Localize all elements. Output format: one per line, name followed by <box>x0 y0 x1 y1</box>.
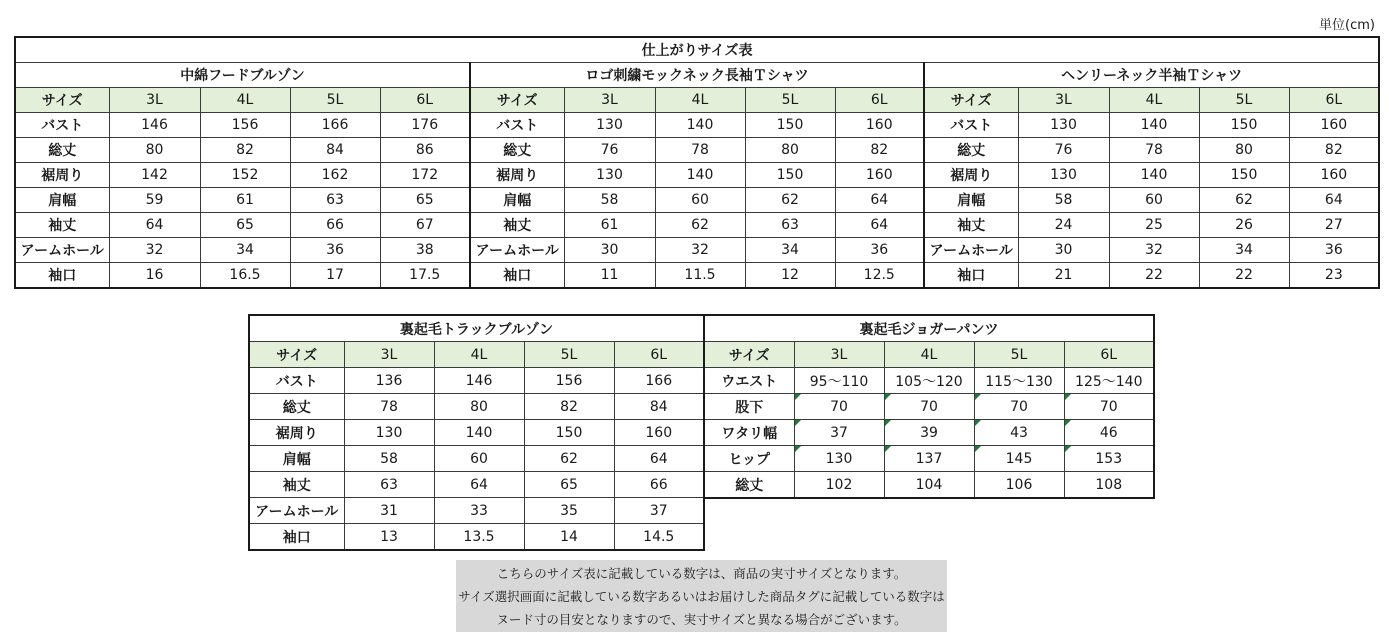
value-cell: 62 <box>655 213 745 238</box>
row-label: 総丈 <box>249 394 344 420</box>
value-cell: 102 <box>794 472 884 499</box>
value-cell: 35 <box>524 498 614 524</box>
table-row <box>249 446 704 472</box>
size-header: 5L <box>1199 88 1289 113</box>
table-row <box>249 524 704 551</box>
row-label: 股下 <box>704 394 794 420</box>
value-cell: 78 <box>655 138 745 163</box>
size-header-label: サイズ <box>924 88 1018 113</box>
value-cell: 160 <box>614 420 704 446</box>
value-cell: 76 <box>1018 138 1109 163</box>
value-cell: 150 <box>745 113 835 138</box>
row-label: バスト <box>924 113 1018 138</box>
value-cell: 150 <box>745 163 835 188</box>
table-row <box>15 113 1379 138</box>
table-row <box>704 446 1154 472</box>
row-label: 袖丈 <box>924 213 1018 238</box>
value-cell: 65 <box>380 188 470 213</box>
value-cell: 26 <box>1199 213 1289 238</box>
value-cell: 36 <box>290 238 380 263</box>
row-label: 肩幅 <box>924 188 1018 213</box>
value-cell: 95～110 <box>794 368 884 394</box>
product-name: 裏起毛トラックブルゾン <box>249 315 704 342</box>
value-cell: 176 <box>380 113 470 138</box>
size-header: 6L <box>835 88 924 113</box>
value-cell: 60 <box>1109 188 1199 213</box>
value-cell: 34 <box>1199 238 1289 263</box>
value-cell: 65 <box>524 472 614 498</box>
size-header: 5L <box>974 342 1064 368</box>
value-cell: 153 <box>1064 446 1154 472</box>
size-header: 6L <box>1289 88 1379 113</box>
row-label: アームホール <box>15 238 109 263</box>
product-name: 裏起毛ジョガーパンツ <box>704 315 1154 342</box>
row-label: バスト <box>15 113 109 138</box>
value-cell: 150 <box>1199 113 1289 138</box>
value-cell: 60 <box>655 188 745 213</box>
value-cell: 86 <box>380 138 470 163</box>
size-header: 4L <box>200 88 290 113</box>
row-label: アームホール <box>470 238 564 263</box>
product-name: 中綿フードブルゾン <box>15 63 470 88</box>
value-cell: 60 <box>434 446 524 472</box>
value-cell: 63 <box>290 188 380 213</box>
value-cell: 17.5 <box>380 263 470 289</box>
value-cell: 150 <box>524 420 614 446</box>
value-cell: 59 <box>109 188 200 213</box>
value-cell: 62 <box>1199 188 1289 213</box>
value-cell: 105～120 <box>884 368 974 394</box>
value-cell: 33 <box>434 498 524 524</box>
value-cell: 142 <box>109 163 200 188</box>
value-cell: 67 <box>380 213 470 238</box>
value-cell: 64 <box>434 472 524 498</box>
row-label: 袖口 <box>249 524 344 551</box>
value-cell: 64 <box>614 446 704 472</box>
value-cell: 61 <box>564 213 655 238</box>
value-cell: 14.5 <box>614 524 704 551</box>
value-cell: 22 <box>1109 263 1199 289</box>
value-cell: 156 <box>524 368 614 394</box>
value-cell: 130 <box>564 163 655 188</box>
size-header: 5L <box>524 342 614 368</box>
value-cell: 108 <box>1064 472 1154 499</box>
value-cell: 58 <box>564 188 655 213</box>
value-cell: 78 <box>1109 138 1199 163</box>
value-cell: 39 <box>884 420 974 446</box>
value-cell: 27 <box>1289 213 1379 238</box>
value-cell: 65 <box>200 213 290 238</box>
size-header: 3L <box>794 342 884 368</box>
table-row <box>249 498 704 524</box>
value-cell: 84 <box>290 138 380 163</box>
size-header: 5L <box>290 88 380 113</box>
unit-label: 単位(cm) <box>1319 18 1375 33</box>
value-cell: 130 <box>1018 113 1109 138</box>
value-cell: 80 <box>1199 138 1289 163</box>
size-header: 4L <box>434 342 524 368</box>
value-cell: 58 <box>1018 188 1109 213</box>
row-label: アームホール <box>924 238 1018 263</box>
product-name-row <box>249 315 704 342</box>
value-cell: 130 <box>1018 163 1109 188</box>
value-cell: 166 <box>290 113 380 138</box>
product-name-row <box>704 315 1154 342</box>
product-name: ヘンリーネック半袖Ｔシャツ <box>924 63 1379 88</box>
row-label: 袖丈 <box>15 213 109 238</box>
value-cell: 13 <box>344 524 434 551</box>
size-header-label: サイズ <box>470 88 564 113</box>
row-label: ウエスト <box>704 368 794 394</box>
value-cell: 78 <box>344 394 434 420</box>
value-cell: 152 <box>200 163 290 188</box>
size-header: 4L <box>1109 88 1199 113</box>
row-label: 総丈 <box>704 472 794 499</box>
value-cell: 80 <box>109 138 200 163</box>
row-label: ワタリ幅 <box>704 420 794 446</box>
value-cell: 84 <box>614 394 704 420</box>
table-row <box>249 472 704 498</box>
table-title: 仕上がりサイズ表 <box>15 37 1379 63</box>
note-line: こちらのサイズ表に記載している数字は、商品の実寸サイズとなります。 <box>496 566 907 581</box>
value-cell: 62 <box>524 446 614 472</box>
value-cell: 146 <box>434 368 524 394</box>
size-header: 5L <box>745 88 835 113</box>
value-cell: 11 <box>564 263 655 289</box>
value-cell: 46 <box>1064 420 1154 446</box>
value-cell: 30 <box>1018 238 1109 263</box>
table-row <box>15 238 1379 263</box>
table-title-row <box>15 37 1379 63</box>
value-cell: 37 <box>614 498 704 524</box>
track-jacket-table <box>248 314 705 551</box>
size-header-label: サイズ <box>249 342 344 368</box>
main-size-table <box>14 36 1380 289</box>
size-header: 6L <box>1064 342 1154 368</box>
value-cell: 62 <box>745 188 835 213</box>
value-cell: 64 <box>1289 188 1379 213</box>
value-cell: 32 <box>1109 238 1199 263</box>
value-cell: 82 <box>835 138 924 163</box>
value-cell: 160 <box>1289 163 1379 188</box>
value-cell: 37 <box>794 420 884 446</box>
value-cell: 160 <box>1289 113 1379 138</box>
value-cell: 64 <box>109 213 200 238</box>
row-label: 肩幅 <box>249 446 344 472</box>
value-cell: 160 <box>835 113 924 138</box>
value-cell: 34 <box>200 238 290 263</box>
value-cell: 115～130 <box>974 368 1064 394</box>
value-cell: 32 <box>655 238 745 263</box>
value-cell: 31 <box>344 498 434 524</box>
jogger-pants-table <box>703 314 1155 499</box>
table-row <box>15 188 1379 213</box>
value-cell: 80 <box>434 394 524 420</box>
value-cell: 22 <box>1199 263 1289 289</box>
size-header: 4L <box>655 88 745 113</box>
row-label: 袖丈 <box>249 472 344 498</box>
value-cell: 43 <box>974 420 1064 446</box>
value-cell: 34 <box>745 238 835 263</box>
value-cell: 150 <box>1199 163 1289 188</box>
value-cell: 160 <box>835 163 924 188</box>
value-cell: 66 <box>290 213 380 238</box>
row-label: 裾周り <box>924 163 1018 188</box>
row-label: 裾周り <box>15 163 109 188</box>
table-row <box>15 163 1379 188</box>
value-cell: 140 <box>434 420 524 446</box>
value-cell: 70 <box>974 394 1064 420</box>
size-header-row <box>704 342 1154 368</box>
value-cell: 12 <box>745 263 835 289</box>
row-label: 総丈 <box>15 138 109 163</box>
row-label: 袖丈 <box>470 213 564 238</box>
row-label: ヒップ <box>704 446 794 472</box>
row-label: 肩幅 <box>15 188 109 213</box>
value-cell: 12.5 <box>835 263 924 289</box>
value-cell: 13.5 <box>434 524 524 551</box>
row-label: 肩幅 <box>470 188 564 213</box>
size-header-row <box>249 342 704 368</box>
value-cell: 140 <box>655 163 745 188</box>
table-row <box>249 394 704 420</box>
product-name-row <box>15 63 1379 88</box>
value-cell: 70 <box>1064 394 1154 420</box>
value-cell: 106 <box>974 472 1064 499</box>
value-cell: 17 <box>290 263 380 289</box>
value-cell: 82 <box>200 138 290 163</box>
value-cell: 63 <box>745 213 835 238</box>
value-cell: 82 <box>1289 138 1379 163</box>
row-label: アームホール <box>249 498 344 524</box>
value-cell: 140 <box>1109 163 1199 188</box>
row-label: 袖口 <box>924 263 1018 289</box>
row-label: 総丈 <box>470 138 564 163</box>
note-line: サイズ選択画面に記載している数字あるいはお届けした商品タグに記載している数字は <box>458 589 945 604</box>
value-cell: 130 <box>344 420 434 446</box>
row-label: 袖口 <box>470 263 564 289</box>
value-cell: 23 <box>1289 263 1379 289</box>
table-row <box>704 420 1154 446</box>
size-header: 4L <box>884 342 974 368</box>
value-cell: 63 <box>344 472 434 498</box>
value-cell: 162 <box>290 163 380 188</box>
value-cell: 166 <box>614 368 704 394</box>
note-line: ヌード寸の目安となりますので、実寸サイズと異なる場合がございます。 <box>496 612 907 627</box>
size-header-label: サイズ <box>15 88 109 113</box>
value-cell: 58 <box>344 446 434 472</box>
value-cell: 156 <box>200 113 290 138</box>
value-cell: 64 <box>835 188 924 213</box>
value-cell: 36 <box>835 238 924 263</box>
table-row <box>15 263 1379 289</box>
table-row <box>15 138 1379 163</box>
value-cell: 11.5 <box>655 263 745 289</box>
size-header-label: サイズ <box>704 342 794 368</box>
value-cell: 82 <box>524 394 614 420</box>
value-cell: 61 <box>200 188 290 213</box>
value-cell: 25 <box>1109 213 1199 238</box>
row-label: 総丈 <box>924 138 1018 163</box>
value-cell: 80 <box>745 138 835 163</box>
row-label: 裾周り <box>470 163 564 188</box>
value-cell: 16.5 <box>200 263 290 289</box>
value-cell: 130 <box>794 446 884 472</box>
size-header: 6L <box>614 342 704 368</box>
value-cell: 145 <box>974 446 1064 472</box>
value-cell: 36 <box>1289 238 1379 263</box>
value-cell: 24 <box>1018 213 1109 238</box>
row-label: 袖口 <box>15 263 109 289</box>
table-row <box>704 394 1154 420</box>
value-cell: 146 <box>109 113 200 138</box>
size-header: 3L <box>1018 88 1109 113</box>
table-row <box>15 213 1379 238</box>
value-cell: 140 <box>1109 113 1199 138</box>
value-cell: 172 <box>380 163 470 188</box>
size-header: 6L <box>380 88 470 113</box>
value-cell: 21 <box>1018 263 1109 289</box>
size-header: 3L <box>564 88 655 113</box>
table-row <box>249 420 704 446</box>
value-cell: 136 <box>344 368 434 394</box>
table-row <box>704 472 1154 499</box>
value-cell: 16 <box>109 263 200 289</box>
row-label: バスト <box>470 113 564 138</box>
size-header: 3L <box>344 342 434 368</box>
value-cell: 140 <box>655 113 745 138</box>
size-header-row <box>15 88 1379 113</box>
value-cell: 64 <box>835 213 924 238</box>
value-cell: 38 <box>380 238 470 263</box>
value-cell: 30 <box>564 238 655 263</box>
value-cell: 125～140 <box>1064 368 1154 394</box>
value-cell: 70 <box>884 394 974 420</box>
value-cell: 66 <box>614 472 704 498</box>
value-cell: 104 <box>884 472 974 499</box>
product-name: ロゴ刺繍モックネック長袖Ｔシャツ <box>470 63 924 88</box>
table-row <box>704 368 1154 394</box>
value-cell: 130 <box>564 113 655 138</box>
value-cell: 137 <box>884 446 974 472</box>
size-header: 3L <box>109 88 200 113</box>
value-cell: 70 <box>794 394 884 420</box>
value-cell: 32 <box>109 238 200 263</box>
table-row <box>249 368 704 394</box>
size-note <box>456 560 947 632</box>
value-cell: 14 <box>524 524 614 551</box>
row-label: バスト <box>249 368 344 394</box>
value-cell: 76 <box>564 138 655 163</box>
row-label: 裾周り <box>249 420 344 446</box>
